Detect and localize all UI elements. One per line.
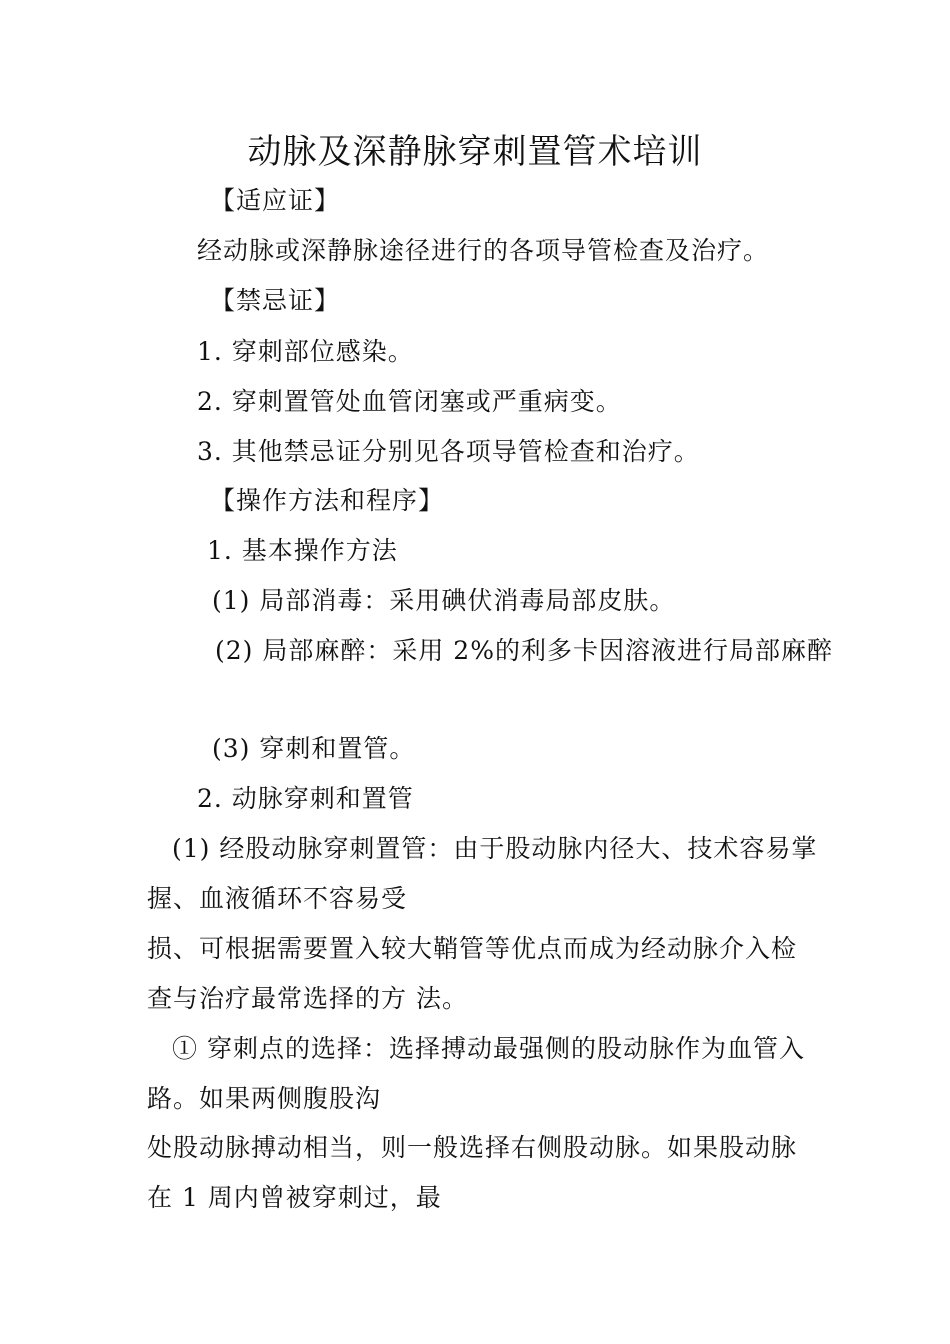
basic-step: (1) 局部消毒：采用碘伏消毒局部皮肤。 xyxy=(212,586,676,615)
paragraph-line: 在 1 周内曾被穿刺过，最 xyxy=(147,1183,442,1212)
paragraph-line: ① 穿刺点的选择：选择搏动最强侧的股动脉作为血管入 xyxy=(172,1034,805,1063)
paragraph-line: 路。如果两侧腹股沟 xyxy=(147,1084,382,1113)
paragraph-line: 损、可根据需要置入较大鞘管等优点而成为经动脉介入检 xyxy=(147,934,798,963)
paragraph-line: 查与治疗最常选择的方 法。 xyxy=(147,984,468,1013)
contraindication-item: 2. 穿刺置管处血管闭塞或严重病变。 xyxy=(197,387,622,416)
basic-method-heading: 1. 基本操作方法 xyxy=(207,536,398,565)
paragraph-line: 处股动脉搏动相当，则一般选择右侧股动脉。如果股动脉 xyxy=(147,1133,798,1162)
indications-text: 经动脉或深静脉途径进行的各项导管检查及治疗。 xyxy=(197,236,770,265)
document-title: 动脉及深静脉穿刺置管术培训 xyxy=(247,132,703,172)
paragraph-line: 握、血液循环不容易受 xyxy=(147,884,408,913)
contraindication-item: 3. 其他禁忌证分别见各项导管检查和治疗。 xyxy=(197,437,700,466)
indications-heading: 【适应证】 xyxy=(210,186,341,215)
paragraph-line: (1) 经股动脉穿刺置管：由于股动脉内径大、技术容易掌 xyxy=(172,834,818,863)
contraindication-item: 1. 穿刺部位感染。 xyxy=(197,337,414,366)
contraindications-heading: 【禁忌证】 xyxy=(210,286,341,315)
basic-step: (3) 穿刺和置管。 xyxy=(212,734,416,763)
arterial-heading: 2. 动脉穿刺和置管 xyxy=(197,784,414,813)
basic-step: (2) 局部麻醉：采用 2%的利多卡因溶液进行局部麻醉 xyxy=(215,636,833,665)
procedure-heading: 【操作方法和程序】 xyxy=(210,486,445,515)
